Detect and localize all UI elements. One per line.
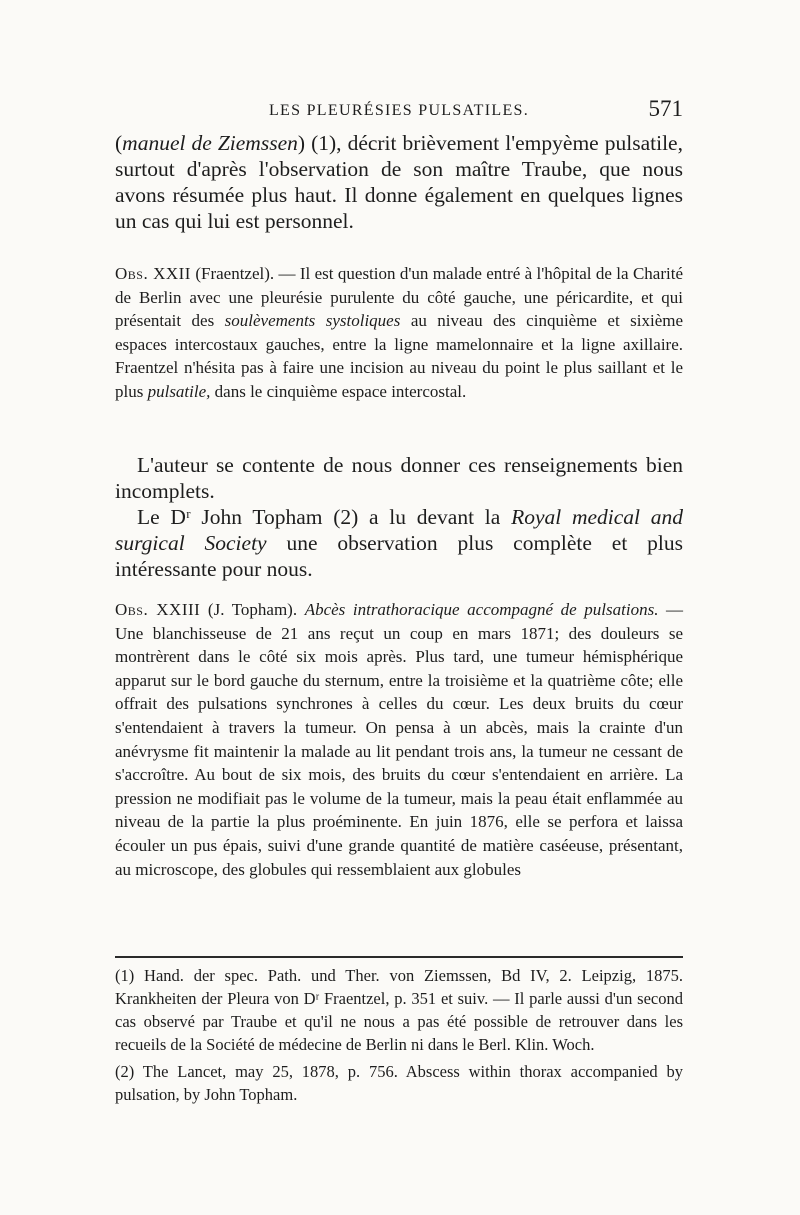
obs-22-italic-a: soulèvements systoliques bbox=[224, 311, 401, 331]
page-number: 571 bbox=[648, 96, 683, 121]
obs-23-text: — Une blanchisseuse de 21 ans reçut un coup en mars 1871; des douleurs se montrèrent dans le côté six mois après. Plus tard, une tumeur hémisphérique apparut sur le bord gauche du sternum, entre la troisième et la quatrième côte; elle offrait des pulsations synchrones à celles du cœur. Les deux bruits du cœur s'entendaient à travers la tumeur. On pensa à un abcès, mais la crainte d'un anévrysme fit maintenir la malade au lit pendant trois ans, la tumeur ne cessant de s'accroître. Au bout de six mois, des bruits du cœur s'entendaient en arrière. La pression ne modifiait pas le volume de la tumeur, mais la peau était enflammée au niveau de la partie la plus proéminente. En juin 1876, elle se perfora et laissa écouler un pus épais, suivi d'une grande quantité de matière caséeuse, présentant, au microscope, des globules qui ressemblaient aux globules bbox=[115, 600, 684, 879]
obs-22-text-c: dans le cinquième espace intercostal. bbox=[214, 381, 467, 401]
obs-23-title: Abcès intrathoracique accompagné de pulsations. bbox=[304, 600, 659, 619]
paragraph-2 bbox=[115, 452, 683, 582]
paragraph-3-text-a: Le Dʳ John Topham (2) a lu devant la bbox=[137, 505, 501, 529]
footnote-2: (2) The Lancet, may 25, 1878, p. 756. Abscess within thorax accompanied by pulsation, by John Topham. bbox=[115, 1062, 683, 1104]
ziemssen-citation: manuel de Ziemssen bbox=[122, 131, 298, 155]
footnotes bbox=[115, 964, 683, 1106]
obs-22-text-a: (Fraentzel). — Il est question d'un malade entré à l'hôpital de la Charité de Berlin avec une pleurésie purulente du côté gauche, une péricardite, et qui présentait des bbox=[115, 264, 683, 331]
paragraph-3-text-b: une observation plus complète et plus intéressante pour nous. bbox=[115, 531, 683, 581]
paragraph-1: (manuel de Ziemssen) (1), décrit brièvement l'empyème pulsatile, surtout d'après l'observation de son maître Traube, que nous avons résumée plus haut. Il donne également en quelques lignes un cas qui lui est personnel. bbox=[115, 131, 683, 233]
footnote-divider bbox=[115, 956, 683, 958]
obs-22-italic-b: pulsatile, bbox=[147, 381, 211, 401]
observation-22 bbox=[115, 262, 683, 404]
footnote-1: (1) Hand. der spec. Path. und Ther. von Ziemssen, Bd IV, 2. Leipzig, 1875. Krankheiten der Pleura von Dʳ Fraentzel, p. 351 et suiv. — Il parle aussi d'un second cas observé par Traube et qu'il ne nous a pas été possible de retrouver dans les recueils de la Société de médecine de Berlin ni dans le Berl. Klin. Woch. bbox=[115, 966, 683, 1054]
running-title: LES PLEURÉSIES PULSATILES. bbox=[268, 102, 530, 119]
obs-23-author: (J. Topham). bbox=[207, 600, 298, 619]
paragraph-1-text: (1), décrit brièvement l'empyème pulsatile, surtout d'après l'observation de son maître Traube, que nous avons résumée plus haut. Il donne également en quelques lignes un cas qui lui est personnel. bbox=[115, 131, 683, 233]
society-name: Royal medical and surgical Society bbox=[115, 505, 683, 555]
obs-22-text-b: au niveau des cinquième et sixième espaces intercostaux gauches, entre la ligne mamelonnaire et la ligne axillaire. Fraentzel n'hésita pas à faire une incision au niveau du point le plus saillant et le plus bbox=[115, 311, 684, 401]
observation-23 bbox=[115, 598, 683, 881]
paragraph-3 bbox=[115, 504, 683, 582]
obs-22-label: Obs. XXII bbox=[115, 264, 191, 283]
page-header bbox=[115, 96, 683, 130]
obs-23-label: Obs. XXIII bbox=[115, 600, 201, 619]
paragraph-2-text: L'auteur se contente de nous donner ces renseignements bien incomplets. bbox=[115, 453, 683, 503]
